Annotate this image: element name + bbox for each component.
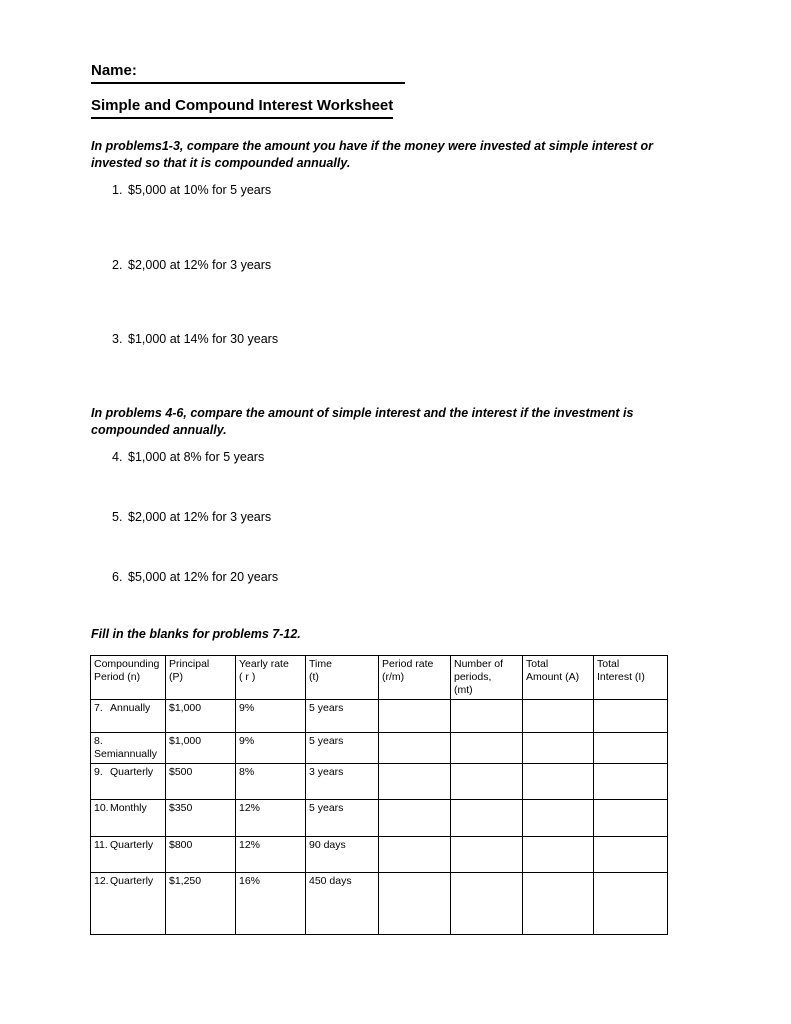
instruction-line: invested so that it is compounded annually.: [91, 156, 351, 170]
header-line: (r/m): [382, 671, 405, 683]
col-header-time: [306, 656, 379, 700]
header-line: Number of: [454, 658, 504, 670]
header-line: Interest (I): [597, 671, 645, 683]
table-row: [91, 873, 668, 935]
problem-number: 1.: [112, 183, 123, 197]
col-header-total-interest: [594, 656, 668, 700]
header-line: Total: [526, 658, 549, 670]
row-number: 12.: [94, 875, 109, 887]
problem-2: [91, 257, 731, 274]
cell-total-amount-blank: [523, 700, 594, 733]
problem-number: 2.: [112, 258, 123, 272]
cell-compounding-period: [91, 700, 166, 733]
row-number: 8.: [94, 735, 103, 747]
table-row: [91, 800, 668, 837]
problem-text: $5,000 at 12% for 20 years: [128, 570, 279, 584]
cell-total-interest-blank: [594, 800, 668, 837]
header-line: (P): [169, 671, 183, 683]
period-label: Quarterly: [110, 875, 154, 887]
cell-principal: $1,000: [166, 700, 236, 733]
cell-period-rate-blank: [379, 873, 451, 935]
row-number: 9.: [94, 766, 103, 778]
instruction-problems-1-3: [91, 138, 731, 172]
cell-period-rate-blank: [379, 733, 451, 764]
table-row: [91, 837, 668, 873]
header-line: Total: [597, 658, 620, 670]
cell-total-amount-blank: [523, 800, 594, 837]
interest-table: [90, 655, 668, 935]
period-label: Semiannually: [94, 748, 158, 760]
cell-num-periods-blank: [451, 700, 523, 733]
instruction-line: In problems 4-6, compare the amount of simple interest and the interest if the investment is: [91, 406, 634, 420]
cell-total-amount-blank: [523, 873, 594, 935]
cell-total-interest-blank: [594, 837, 668, 873]
cell-total-interest-blank: [594, 873, 668, 935]
header-line: Yearly rate: [239, 658, 289, 670]
col-header-principal: [166, 656, 236, 700]
problem-text: $2,000 at 12% for 3 years: [128, 258, 272, 272]
problem-number: 4.: [112, 450, 123, 464]
cell-time: 3 years: [306, 764, 379, 800]
period-label: Monthly: [110, 802, 147, 814]
cell-time: 90 days: [306, 837, 379, 873]
header-line: Principal: [169, 658, 210, 670]
table-row: [91, 733, 668, 764]
cell-time: 5 years: [306, 800, 379, 837]
problem-text: $5,000 at 10% for 5 years: [128, 183, 272, 197]
col-header-yearly-rate: [236, 656, 306, 700]
cell-num-periods-blank: [451, 837, 523, 873]
problem-1: [91, 182, 731, 199]
cell-principal: $500: [166, 764, 236, 800]
row-number: 11.: [94, 839, 108, 851]
header-line: Period (n): [94, 671, 141, 683]
problem-number: 6.: [112, 570, 123, 584]
cell-time: 5 years: [306, 733, 379, 764]
cell-principal: $1,000: [166, 733, 236, 764]
problem-text: $2,000 at 12% for 3 years: [128, 510, 272, 524]
problem-6: [91, 569, 731, 586]
cell-yearly-rate: 9%: [236, 700, 306, 733]
row-number: 7.: [94, 702, 103, 714]
col-header-total-amount: [523, 656, 594, 700]
row-number: 10.: [94, 802, 109, 814]
header-line: (mt): [454, 684, 473, 696]
problem-text: $1,000 at 8% for 5 years: [128, 450, 265, 464]
col-header-period-rate: [379, 656, 451, 700]
cell-period-rate-blank: [379, 800, 451, 837]
col-header-number-of-periods: [451, 656, 523, 700]
header-line: periods,: [454, 671, 492, 683]
problem-number: 3.: [112, 332, 123, 346]
cell-principal: $350: [166, 800, 236, 837]
cell-total-interest-blank: [594, 700, 668, 733]
table-row: [91, 700, 668, 733]
problem-number: 5.: [112, 510, 123, 524]
period-label: Quarterly: [110, 839, 154, 851]
cell-total-amount-blank: [523, 764, 594, 800]
cell-principal: $1,250: [166, 873, 236, 935]
title-wrap: [91, 97, 731, 138]
cell-num-periods-blank: [451, 800, 523, 837]
period-label: Quarterly: [110, 766, 154, 778]
page-title: Simple and Compound Interest Worksheet: [91, 97, 393, 119]
problem-3: [91, 331, 731, 348]
instruction-problems-4-6: [91, 405, 731, 439]
cell-total-interest-blank: [594, 764, 668, 800]
cell-yearly-rate: 16%: [236, 873, 306, 935]
cell-time: 5 years: [306, 700, 379, 733]
cell-yearly-rate: 12%: [236, 837, 306, 873]
cell-num-periods-blank: [451, 764, 523, 800]
cell-period-rate-blank: [379, 837, 451, 873]
cell-compounding-period: [91, 837, 166, 873]
cell-time: 450 days: [306, 873, 379, 935]
period-label: Annually: [110, 702, 151, 714]
cell-yearly-rate: 12%: [236, 800, 306, 837]
cell-yearly-rate: 9%: [236, 733, 306, 764]
name-blank-underline: [137, 62, 405, 80]
instruction-line: compounded annually.: [91, 423, 227, 437]
header-line: Amount (A): [526, 671, 580, 683]
problem-text: $1,000 at 14% for 30 years: [128, 332, 279, 346]
problem-4: [91, 449, 731, 466]
header-line: ( r ): [239, 671, 256, 683]
cell-yearly-rate: 8%: [236, 764, 306, 800]
problem-5: [91, 509, 731, 526]
header-line: Time: [309, 658, 332, 670]
cell-num-periods-blank: [451, 873, 523, 935]
header-line: Period rate: [382, 658, 434, 670]
cell-compounding-period: [91, 733, 166, 764]
cell-total-interest-blank: [594, 733, 668, 764]
cell-num-periods-blank: [451, 733, 523, 764]
cell-total-amount-blank: [523, 733, 594, 764]
col-header-compounding-period: [91, 656, 166, 700]
cell-compounding-period: [91, 764, 166, 800]
cell-period-rate-blank: [379, 764, 451, 800]
cell-compounding-period: [91, 873, 166, 935]
instruction-problems-7-12: Fill in the blanks for problems 7-12.: [91, 627, 301, 641]
table-header-row: [91, 656, 668, 700]
cell-total-amount-blank: [523, 837, 594, 873]
instruction-line: In problems1-3, compare the amount you have if the money were invested at simple interest or: [91, 139, 653, 153]
header-line: Compounding: [94, 658, 160, 670]
cell-principal: $800: [166, 837, 236, 873]
table-row: [91, 764, 668, 800]
cell-period-rate-blank: [379, 700, 451, 733]
name-line: [91, 62, 405, 84]
name-label: Name:: [91, 62, 137, 79]
cell-compounding-period: [91, 800, 166, 837]
header-line: (t): [309, 671, 319, 683]
